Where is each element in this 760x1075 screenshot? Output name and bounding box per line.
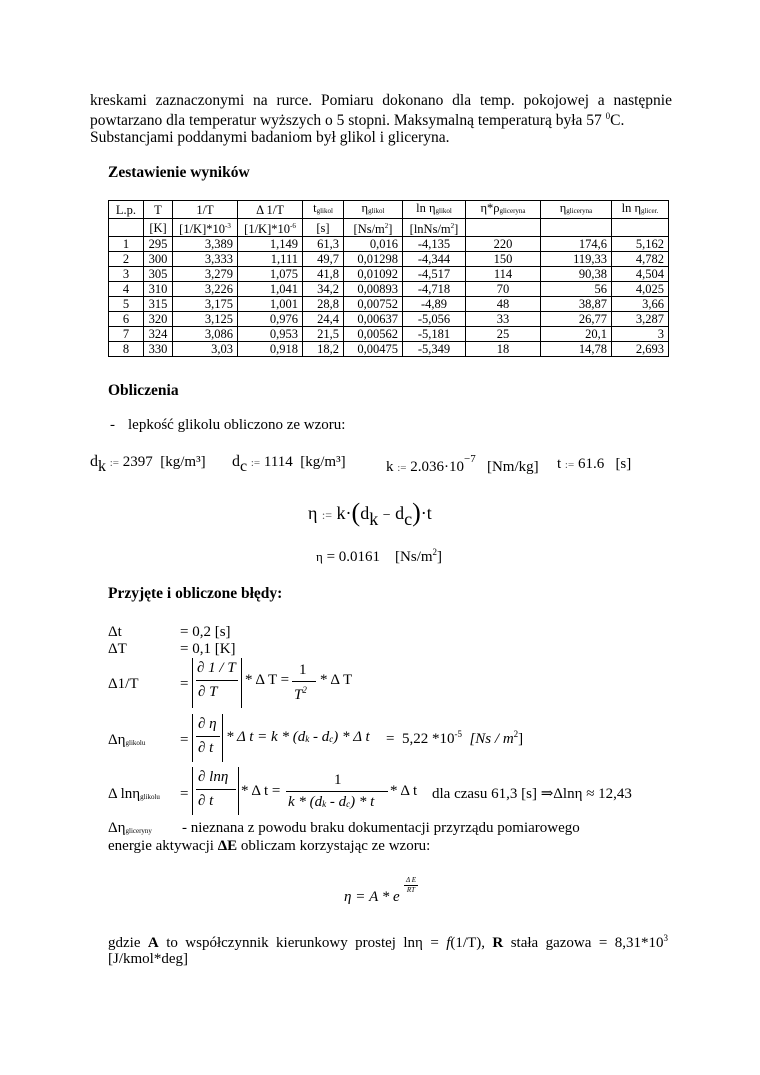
table-cell: 3,03 [173, 342, 238, 357]
table-cell: 4,504 [612, 267, 669, 282]
table-row [109, 282, 669, 297]
table-cell: 0,00752 [344, 297, 403, 312]
where-t1: gdzie [108, 935, 148, 951]
label-text: Δη [108, 820, 126, 836]
table-row [109, 327, 669, 342]
th2-tail: ] [388, 222, 393, 237]
th2-cell [144, 219, 173, 237]
th2-sup: -6 [289, 222, 296, 230]
th-sub: gliceryna [499, 207, 526, 215]
err-dln-mid: * Δ t = [241, 783, 281, 799]
th-eta-glic [541, 201, 612, 219]
err-dln-end: * Δ t [390, 783, 418, 799]
th2-text: [1/K]*10 [179, 222, 225, 237]
table-row [109, 252, 669, 267]
val-eq: = [386, 731, 395, 747]
results-heading: Zestawienie wyników [108, 164, 250, 181]
intro-line-2-text: powtarzano dla temperatur wyższych o 5 stopni. Maksymalną temperaturą była 57 [90, 112, 606, 130]
formula-lhs: η [308, 503, 318, 523]
fraction-line [196, 680, 238, 681]
table-cell: 4,025 [612, 282, 669, 297]
table-cell: 0,918 [238, 342, 303, 357]
intro-line-3: Substancjami poddanymi badaniom był glikol i gliceryna. [90, 129, 450, 146]
table-cell: -4,517 [403, 267, 466, 282]
table-cell: 3,66 [612, 297, 669, 312]
var-dc [232, 453, 346, 475]
table-cell: 3,287 [612, 312, 669, 327]
where-sup: 3 [663, 933, 668, 943]
var-value: 2.036·10 [410, 459, 465, 475]
err-dln-den: ∂ t [198, 793, 214, 809]
formula-d2: d [395, 503, 405, 523]
table-cell: 324 [144, 327, 173, 342]
table-row [109, 267, 669, 282]
paren-open: ( [351, 498, 361, 527]
th-text: 1/T [196, 202, 214, 217]
abs-bar-left [192, 767, 193, 815]
where-A: A [147, 935, 159, 951]
var-sym: d [232, 453, 240, 470]
T-var: T [294, 687, 303, 703]
table-cell: 0,00562 [344, 327, 403, 342]
where-f: f [446, 935, 451, 951]
table-cell: 114 [466, 267, 541, 282]
label-text: Δ lnη [108, 786, 141, 802]
table-cell: 56 [541, 282, 612, 297]
th2-text: [1/K]*10 [244, 222, 290, 237]
result-lhs: η [316, 549, 323, 564]
arrhenius-formula: η = A * e [344, 889, 400, 905]
err-d1T-eq: = [180, 676, 189, 692]
expr-a: * Δ t = k * (d [226, 729, 306, 745]
th2-sup: 2 [450, 222, 455, 230]
den-c: ) * t [350, 794, 375, 810]
th-sub: glikol [316, 207, 333, 215]
th-text: η*ρ [480, 201, 500, 215]
abs-bar-right [238, 767, 239, 815]
sub-c: c [346, 799, 351, 809]
abs-bar-right [222, 714, 223, 762]
table-cell: -5,056 [403, 312, 466, 327]
formula-tail: ·t [420, 503, 432, 523]
intro-line-2-end: C. [610, 112, 625, 130]
var-sub: c [240, 458, 248, 475]
table-cell: 5,162 [612, 237, 669, 252]
table-cell: 320 [144, 312, 173, 327]
th2-cell [541, 219, 612, 237]
abs-bar-right [241, 658, 242, 708]
table-cell: -4,718 [403, 282, 466, 297]
table-cell: 1,075 [238, 267, 303, 282]
result-value: = 0.0161 [326, 549, 381, 565]
table-cell: 3 [612, 327, 669, 342]
table-cell: 0,00893 [344, 282, 403, 297]
label-sub: glikolu [140, 793, 160, 801]
degree-sup: 0 [605, 111, 611, 121]
table-cell: 41,8 [303, 267, 344, 282]
th-ln-eta-glikol [403, 201, 466, 219]
table-cell: 38,87 [541, 297, 612, 312]
err-d1T-T [294, 685, 307, 704]
err-dln-eq: = [180, 786, 189, 802]
table-cell: 150 [466, 252, 541, 267]
energy-bold: ΔE [217, 838, 238, 854]
th-eta-rho-glic [466, 201, 541, 219]
err-dln-den2 [288, 794, 374, 811]
table-cell: 3,333 [173, 252, 238, 267]
where-line-2: [J/kmol*deg] [108, 951, 188, 967]
sub-k: k [305, 734, 310, 744]
table-cell: 174,6 [541, 237, 612, 252]
table-cell: 18 [466, 342, 541, 357]
var-sym: k [386, 459, 394, 475]
var-value: 1114 [263, 454, 293, 470]
table-cell: 305 [144, 267, 173, 282]
th2-text: [Ns/m [353, 222, 385, 237]
th-text: T [154, 202, 162, 217]
th-t [144, 201, 173, 219]
err-deta-val [386, 729, 523, 748]
table-cell: -5,349 [403, 342, 466, 357]
table-cell: 6 [109, 312, 144, 327]
var-sub: k [98, 458, 106, 475]
abs-bar-left [192, 714, 193, 762]
err-dln-label [108, 786, 160, 803]
table-cell: 70 [466, 282, 541, 297]
th2-cell [109, 219, 144, 237]
var-sym: t [557, 456, 562, 472]
err-deta-glic-text: - nieznana z powodu braku dokumentacji przyrządu pomiarowego [182, 820, 580, 836]
table-cell: -4,344 [403, 252, 466, 267]
formula-k: k· [336, 503, 352, 523]
table-cell: 0,953 [238, 327, 303, 342]
table-header-row-2 [109, 219, 669, 237]
table-cell: 90,38 [541, 267, 612, 282]
var-value: 2397 [122, 454, 153, 470]
err-d1T-end: * Δ T [320, 672, 353, 688]
label-sub: glikolu [125, 739, 146, 747]
calc-bullet-text: lepkość glikolu obliczono ze wzoru: [128, 417, 346, 433]
where-line-1 [108, 933, 668, 952]
table-cell: 28,8 [303, 297, 344, 312]
arrh-exp-den: RT [406, 886, 416, 894]
where-t4: stała gazowa = 8,31*10 [503, 935, 664, 951]
table-cell: 2,693 [612, 342, 669, 357]
th2-text: [lnNs/m [409, 222, 451, 237]
table-cell: 1,001 [238, 297, 303, 312]
table-cell: 21,5 [303, 327, 344, 342]
var-value: 61.6 [577, 456, 605, 472]
table-cell: 49,7 [303, 252, 344, 267]
th2-sup: 2 [384, 222, 389, 230]
th2-sup: -3 [224, 222, 231, 230]
val-unit-end: ] [518, 731, 524, 747]
th-text: ln η [621, 201, 642, 215]
intro-line-2 [90, 111, 624, 130]
result-unit: [Ns/m [395, 549, 433, 565]
val-exp: -5 [454, 729, 462, 739]
table-cell: 25 [466, 327, 541, 342]
table-cell: 26,77 [541, 312, 612, 327]
var-unit: [Nm/kg] [486, 459, 539, 475]
err-deta-num: ∂ η [198, 716, 217, 732]
th-sub: glicer. [641, 207, 659, 215]
table-cell: 5 [109, 297, 144, 312]
den-a: k * (d [288, 794, 323, 810]
calc-heading: Obliczenia [108, 382, 179, 399]
assign-op: := [397, 462, 407, 474]
assign-op: := [250, 457, 261, 469]
formula-s2: c [404, 509, 413, 529]
fraction-line [196, 736, 220, 737]
table-cell: 1,149 [238, 237, 303, 252]
th2-text: [K] [149, 220, 167, 235]
table-cell: -5,181 [403, 327, 466, 342]
th-delta-inv-t [238, 201, 303, 219]
err-d1T-label: Δ1/T [108, 676, 139, 692]
label-sub: gliceryny [125, 827, 152, 835]
table-cell: 34,2 [303, 282, 344, 297]
fraction-line [196, 789, 236, 790]
T-sq: 2 [302, 685, 307, 695]
th-text: t [313, 201, 317, 215]
val-unit-sup: 2 [513, 729, 519, 739]
table-cell: 3,389 [173, 237, 238, 252]
th2-cell [238, 219, 303, 237]
table-cell: 0,00637 [344, 312, 403, 327]
table-cell: 3,226 [173, 282, 238, 297]
expr-b: - d [309, 729, 330, 745]
table-cell: 0,976 [238, 312, 303, 327]
errors-heading: Przyjęte i obliczone błędy: [108, 585, 283, 602]
err-dln-one: 1 [334, 772, 342, 788]
result-unit-end: ] [437, 549, 443, 565]
viscosity-result [316, 547, 442, 566]
assign-op: := [321, 508, 333, 522]
table-cell: 0,00475 [344, 342, 403, 357]
fraction-line [286, 791, 388, 792]
var-unit: [kg/m³] [300, 454, 346, 470]
table-cell: 330 [144, 342, 173, 357]
viscosity-formula [308, 496, 432, 529]
table-row [109, 237, 669, 252]
err-dt-value: = 0,2 [s] [180, 624, 231, 640]
table-row [109, 312, 669, 327]
th2-tail: ] [454, 222, 459, 237]
table-cell: 0,01092 [344, 267, 403, 282]
energy-text-1: energie aktywacji [108, 838, 218, 854]
table-cell: 3,125 [173, 312, 238, 327]
label-text: Δη [108, 732, 126, 748]
table-cell: 24,4 [303, 312, 344, 327]
assign-op: := [564, 459, 575, 471]
th2-cell [403, 219, 466, 237]
var-exp: −7 [464, 453, 476, 465]
th2-cell [303, 219, 344, 237]
calc-bullet: - [110, 417, 115, 433]
var-dk [90, 453, 206, 475]
val-num: 5,22 *10 [401, 731, 455, 747]
th2-text: [s] [316, 220, 330, 235]
table-cell: 3,175 [173, 297, 238, 312]
table-cell: -4,89 [403, 297, 466, 312]
th2-cell [173, 219, 238, 237]
table-header-row-1 [109, 201, 669, 219]
th2-cell [612, 219, 669, 237]
table-cell: 2 [109, 252, 144, 267]
energy-line [108, 838, 430, 855]
formula-minus: − [382, 508, 391, 523]
th-text: η [559, 201, 567, 215]
intro-line-1: kreskami zaznaczonymi na rurce. Pomiaru dokonano dla temp. pokojowej a następnie [90, 92, 672, 109]
result-unit-sup: 2 [432, 547, 438, 557]
table-cell: 300 [144, 252, 173, 267]
table-cell: 61,3 [303, 237, 344, 252]
table-cell: 1,041 [238, 282, 303, 297]
err-dln-num: ∂ lnη [198, 769, 229, 785]
err-d1T-one: 1 [299, 662, 307, 678]
th-text: η [361, 201, 369, 215]
table-cell: 1,111 [238, 252, 303, 267]
table-cell: 1 [109, 237, 144, 252]
table-cell: 4,782 [612, 252, 669, 267]
err-d1T-mid: * Δ T = [245, 672, 290, 688]
th-sub: glikol [368, 207, 385, 215]
th-text: ln η [416, 201, 436, 215]
err-deta-label [108, 732, 145, 749]
table-row [109, 342, 669, 357]
th2-cell [344, 219, 403, 237]
err-d1T-den: ∂ T [198, 684, 218, 700]
where-t2: to współczynnik kierunkowy prostej lnη = [158, 935, 447, 951]
th-sub: glikol [435, 207, 452, 215]
formula-d1: d [360, 503, 370, 523]
assign-op: := [109, 457, 120, 469]
th-text: Δ 1/T [256, 202, 284, 217]
table-cell: 315 [144, 297, 173, 312]
th-lp [109, 201, 144, 219]
err-dT-value: = 0,1 [K] [180, 641, 236, 657]
table-cell: 20,1 [541, 327, 612, 342]
var-unit: [s] [615, 456, 632, 472]
table-cell: 295 [144, 237, 173, 252]
err-dln-note: dla czasu 61,3 [s] ⇒Δlnη ≈ 12,43 [432, 786, 632, 802]
table-cell: 8 [109, 342, 144, 357]
th-ln-eta-glic [612, 201, 669, 219]
var-k [386, 453, 539, 476]
err-dT-label: ΔT [108, 641, 127, 657]
table-cell: 3,279 [173, 267, 238, 282]
th-inv-t [173, 201, 238, 219]
table-cell: 7 [109, 327, 144, 342]
table-cell: -4,135 [403, 237, 466, 252]
th-sub: gliceryna [566, 207, 593, 215]
var-t [557, 456, 631, 473]
err-d1T-num: ∂ 1 / T [197, 660, 236, 676]
table-cell: 48 [466, 297, 541, 312]
val-unit: [Ns / m [469, 731, 514, 747]
th2-cell [466, 219, 541, 237]
th-eta-glikol [344, 201, 403, 219]
err-deta-eq: = [180, 732, 189, 748]
table-cell: 14,78 [541, 342, 612, 357]
arrh-exp-num: Δ E [405, 876, 416, 884]
table-cell: 310 [144, 282, 173, 297]
err-deta-den: ∂ t [198, 740, 214, 756]
err-deta-expr [226, 729, 370, 746]
table-cell: 18,2 [303, 342, 344, 357]
table-cell: 4 [109, 282, 144, 297]
table-cell: 3,086 [173, 327, 238, 342]
where-t3: (1/T), [450, 935, 493, 951]
paren-close: ) [412, 498, 421, 527]
formula-s1: k [369, 509, 379, 529]
expr-c: ) * Δ t [333, 729, 370, 745]
abs-bar-left [192, 658, 193, 708]
table-cell: 0,01298 [344, 252, 403, 267]
energy-text-2: obliczam korzystając ze wzoru: [237, 838, 431, 854]
th-text: L.p. [115, 202, 137, 217]
sub-k: k [322, 799, 327, 809]
table-row [109, 297, 669, 312]
den-b: - d [326, 794, 347, 810]
err-deta-glic-label [108, 820, 152, 837]
table-cell: 33 [466, 312, 541, 327]
where-R: R [492, 935, 504, 951]
err-dt-label: Δt [108, 624, 122, 640]
th-t-glikol [303, 201, 344, 219]
sub-c: c [329, 734, 334, 744]
var-sym: d [90, 453, 98, 470]
table-cell: 119,33 [541, 252, 612, 267]
table-cell: 220 [466, 237, 541, 252]
table-cell: 0,016 [344, 237, 403, 252]
table-cell: 3 [109, 267, 144, 282]
fraction-line [292, 681, 316, 682]
var-unit: [kg/m³] [160, 454, 206, 470]
results-table [108, 200, 669, 357]
